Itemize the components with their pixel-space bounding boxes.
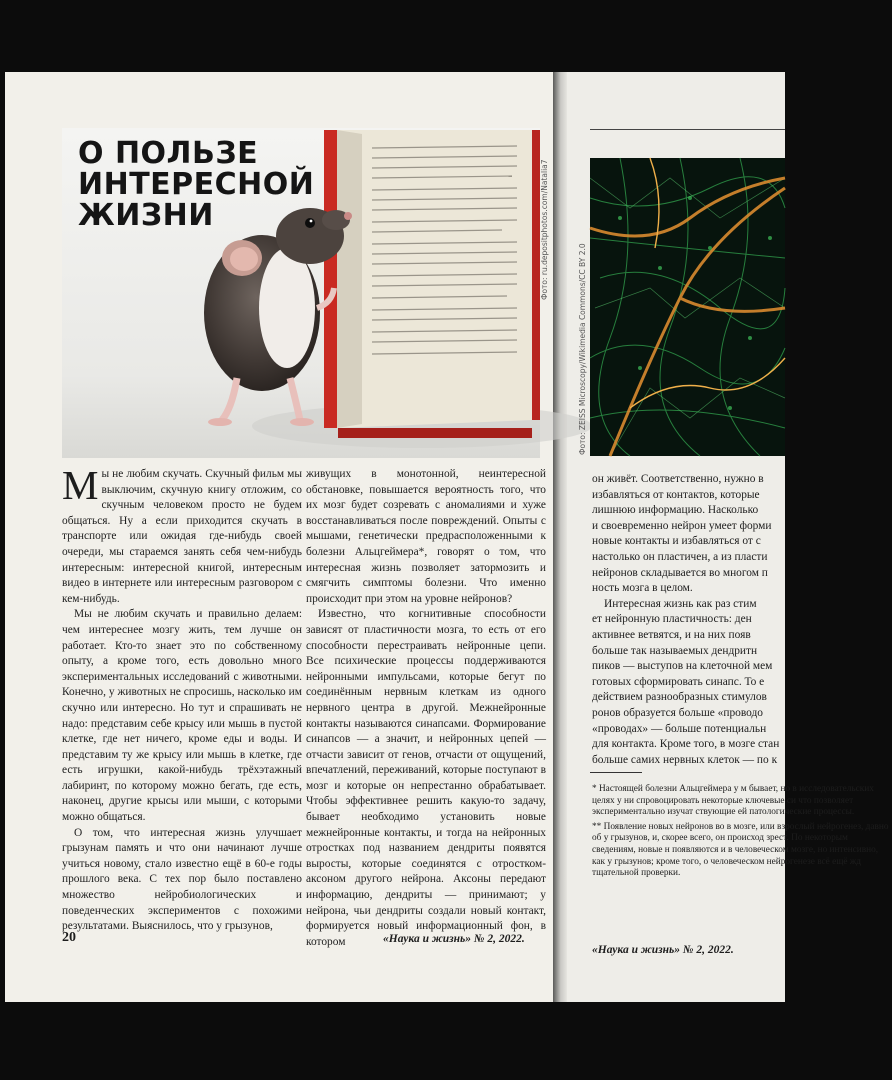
right-line-12: больше так называемых дендритн bbox=[592, 644, 758, 657]
title-line-2: ИНТЕРЕСНОЙ bbox=[78, 167, 315, 202]
right-line-18: для контакта. Кроме того, в мозге стан bbox=[592, 738, 780, 751]
footnote-rule bbox=[590, 772, 642, 773]
right-line-1: он живёт. Соответственно, нужно в bbox=[592, 473, 764, 485]
right-line-2: избавляться от контактов, которые bbox=[592, 488, 760, 501]
text-column-1 bbox=[62, 462, 302, 935]
paragraph-1-text: ы не любим скучать. Скучный фильм мы выключим, скучную книгу отложим, со скучным человеком просто не будем общаться. Ну а если приходится скучать в транспорте или ожидая где-нибудь своей очереди, мы стараемся занять себя чем-нибудь интересным: интересной книгой, интересным видео в интернете или интересным разговором с кем-нибудь. bbox=[62, 468, 302, 605]
paragraph-4: живущих в монотонной, неинтересной обстановке, повышается вероятность того, что их мозг будет созревать с аномалиями и хуже восстанавливаться после повреждений. Опыты с мышами, генетически предрасположенными к болезни Альцгеймера*, говорят о том, что интересная жизнь позволяет затормозить и смягчить симптомы болезни. Что именно происходит при этом на уровне нейронов? bbox=[306, 468, 546, 605]
footnotes bbox=[592, 784, 889, 883]
footnote-1: * Настоящей болезни Альцгеймера у м бывает, но в исследовательских целях у ни спровоцировать некоторые ключевые си что позволяет экспериментально изучат ствующие ей патологические процессы. bbox=[592, 784, 874, 818]
text-column-2 bbox=[306, 467, 546, 950]
top-rule bbox=[590, 129, 785, 130]
right-line-16: ронов образуется больше «проводо bbox=[592, 706, 764, 719]
article-title bbox=[78, 136, 315, 233]
paragraph-3: О том, что интересная жизнь улучшает грызунам память и что они начинают лучше учиться новому, стало известно ещё в 60-е годы прошлого века. С тех пор было поставлено множество нейробиологических и поведенческих экспериментов с похожими результатами. Выяснилось, что у грызунов, bbox=[62, 826, 302, 933]
right-line-6: настолько он пластичен, а из пласти bbox=[592, 550, 768, 563]
right-line-10: ет нейронную пластичность: ден bbox=[592, 613, 752, 626]
right-line-17: «проводах» — больше потенциальн bbox=[592, 722, 767, 735]
right-line-14: готовых сформировать синапс. То е bbox=[592, 675, 765, 688]
right-line-11: активнее ветвятся, и на них появ bbox=[592, 628, 751, 641]
right-line-7: нейронов складывается во многом п bbox=[592, 566, 768, 579]
right-line-5: новые контакты и избавляться от с bbox=[592, 535, 761, 548]
page-gutter bbox=[553, 72, 567, 1002]
title-line-1: О ПОЛЬЗЕ bbox=[78, 136, 259, 171]
right-line-19: больше самих нервных клеток — по к bbox=[592, 753, 778, 766]
right-line-9: Интересная жизнь как раз стим bbox=[604, 597, 757, 610]
page-number: 20 bbox=[62, 930, 76, 945]
right-line-4: и своевременно нейрон умеет форми bbox=[592, 519, 772, 532]
right-line-8: ность мозга в целом. bbox=[592, 582, 693, 595]
right-line-13: пиков — выступов на клеточной мем bbox=[592, 660, 773, 673]
paragraph-1 bbox=[62, 462, 302, 607]
paragraph-5: Известно, что когнитивные способности зависят от пластичности мозга, то есть от его способности перестраивать нейронные цепи. Все психические процессы поддерживаются нейронными импульсами, которые бегут по соединённым нервным клеткам из одного нервного центра в другой. Межнейронные контакты называются синапсами. Формирование синапсов — а значит, и нейронных цепей — отчасти зависит от генов, отчасти от ощущений, впечатлений, переживаний, которые поступают в мозг и которые он непрестанно обрабатывает. Чтобы эффективнее решить какую-то задачу, бывает необходимо установить новые межнейронные контакты, и тогда на нейронных отростках под названием дендриты появятся выросты, которые соединятся с отростком-аксоном другого нейрона. Аксоны передают информацию, дендриты — принимают; у нейрона, чьи дендриты создали новый контакт, формируется новый информационный фон, в котором bbox=[306, 608, 546, 948]
neuron-photo bbox=[590, 158, 785, 456]
paragraph-2: Мы не любим скучать и правильно делаем: чем интереснее мозгу жить, тем лучше он работает. Кто-то знает это по собственному опыту, а кроме того, есть довольно много экспериментальных исследований с животными. Конечно, у животных не спросишь, насколько им скучно или интересно. Но тут и спрашивать не надо: представим себе крысу или мышь в пустой клетке, где нет ничего, кроме еды и воды. И представим ту же крысу или мышь в клетке, где есть игрушки, какой-нибудь трёхэтажный лабиринт, по которому можно бегать, где есть, наконец, другие крысы или мыши, с которыми можно общаться. bbox=[62, 608, 302, 824]
footnote-2: ** Появление новых нейронов во в мозге, или взрослый нейрогенез, давно об у грызунов, и, скорее всего, он происход зрест. По некоторым сведениям, новые н появляются и в человеческом мозге, но интенсивно, как у грызунов; кроме того, о человеческом нейрогенезе всё ещё жд тщательной проверки. bbox=[592, 821, 889, 879]
right-line-15: действием разнообразных стимулов bbox=[592, 691, 767, 704]
journal-footer-right: «Наука и жизнь» № 2, 2022. bbox=[592, 944, 734, 956]
title-line-3: ЖИЗНИ bbox=[78, 198, 214, 233]
right-line-3: лишнюю информацию. Насколько bbox=[592, 504, 759, 517]
right-text-column bbox=[592, 472, 786, 768]
drop-cap: М bbox=[62, 462, 99, 508]
journal-footer-left: «Наука и жизнь» № 2, 2022. bbox=[383, 933, 525, 945]
photo-credit-left: Фото: ru.depositphotos.com/Natalia7 bbox=[540, 159, 549, 300]
photo-credit-right: Фото: ZEISS Microscopy/Wikimedia Commons/CC BY 2.0 bbox=[578, 243, 587, 455]
